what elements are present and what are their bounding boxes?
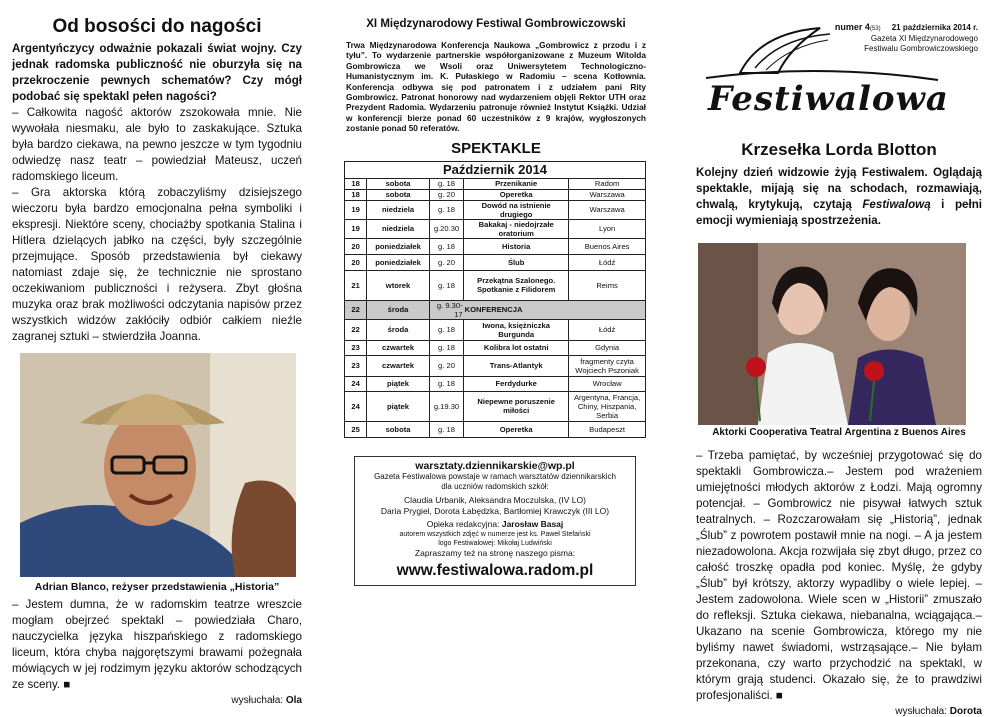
schedule-day: 20 xyxy=(345,238,367,254)
byline-label: wysłuchała: xyxy=(231,695,284,706)
paper-name: Gazeta XI Międzynarodowego xyxy=(870,34,978,43)
schedule-row xyxy=(345,200,646,219)
schedule-title: Trans-Atlantyk xyxy=(464,355,569,376)
byline-label: wysłuchała: xyxy=(895,706,947,717)
schedule-time: g. 20 xyxy=(429,254,463,270)
schedule-time: g. 18 xyxy=(429,421,463,437)
credits-students: Claudia Urbanik, Aleksandra Moczulska, (IV LO) xyxy=(404,494,586,505)
article-body: – Trzeba pamiętać, by wcześniej przygotować się do spektakli Gombrowicza.– Jestem pod wrażeniem umiejętności młodych aktorów z Łodzi. Mają ogromny potencjał. – Gombrowicz nie pisywał łatwych sztuk teatralnych. – Rozczarowałam się „Historią”, jednak „Ślub” z powrotem postawił mnie na nogi. – A ja jestem niezadowolona. Akcja rozwijała się zbyt długo, przez co całość troszkę opadła pod koniec. Myślę, że gdyby „Ślub” był krótszy, aktorzy wypadliby o wiele lepiej. – Jestem zadowolona. Wiele scen w „Historii” zmuszało do refleksji. Sztuka ciekawa, niebanalna, wciągająca.– Ukazano na scenie Gombrowicza, którego my nie byliśmy nawet świadomi, wstrząsające.– Nie byłam przekonana, czy warto przychodzić na spektakl, w którym grają studenci. Okazało się, że to prawdziwi profesjonaliści. ■ xyxy=(696,449,982,702)
schedule-row xyxy=(345,254,646,270)
issue-number: numer 4 xyxy=(834,22,870,32)
schedule-row xyxy=(345,340,646,355)
schedule-origin: fragmenty czyta Wojciech Pszoniak xyxy=(569,355,646,376)
article-paragraph: – Jestem dumna, że w radomskim teatrze wreszcie mogłam obejrzeć spektakl – powiedziała Charo, nauczycielka języka hiszpańskiego z radomskiego liceum, która chyba najgorętszymi brawami pożegnała mówiących w jej rodzimym języku aktorów schodzących ze sceny. ■ xyxy=(12,598,302,691)
schedule-weekday: poniedziałek xyxy=(367,238,430,254)
schedule-title: Niepewne poruszenie miłości xyxy=(464,391,569,421)
schedule-day: 25 xyxy=(345,421,367,437)
schedule-row xyxy=(345,300,646,319)
schedule-time: g. 18 xyxy=(429,178,463,189)
actresses-photo xyxy=(698,243,966,425)
credits-line: Gazeta Festiwalowa powstaje w ramach warsztatów dziennikarskich xyxy=(374,471,616,481)
article-lead: Argentyńczycy odważnie pokazali świat wojny. Czy jednak radomska publiczność nie oburzyła się na przekroczenie pewnych schematów? Czy mógł podobać się spektakl pełen nagości? xyxy=(12,42,302,103)
schedule-title: Ślub xyxy=(464,254,569,270)
schedule-time: g.20.30 xyxy=(429,219,463,238)
schedule-day: 23 xyxy=(345,355,367,376)
schedule-title: Bakakaj - niedojrzałe oratorium xyxy=(464,219,569,238)
byline xyxy=(12,695,302,706)
schedule-day: 18 xyxy=(345,189,367,200)
schedule-weekday: sobota xyxy=(367,189,430,200)
schedule-row xyxy=(345,219,646,238)
schedule-title: Operetka xyxy=(464,189,569,200)
photo-caption: Adrian Blanco, reżyser przedstawienia „Historia” xyxy=(34,581,280,593)
schedule-weekday: środa xyxy=(367,319,430,340)
schedule-weekday: sobota xyxy=(367,421,430,437)
logo-wordmark: Festiwalowa xyxy=(708,79,949,119)
schedule-origin: Lyon xyxy=(569,219,646,238)
actresses-photo-art xyxy=(698,243,966,425)
schedule-time: g. 18 xyxy=(429,200,463,219)
schedule-month: Październik 2014 xyxy=(345,161,646,178)
schedule-row xyxy=(345,238,646,254)
credits-editor xyxy=(359,519,631,530)
photo-caption: Aktorki Cooperativa Teatral Argentina z Buenos Aires xyxy=(712,427,966,438)
schedule-weekday: poniedziałek xyxy=(367,254,430,270)
schedule-column xyxy=(340,0,652,702)
schedule-row xyxy=(345,391,646,421)
schedule-weekday: czwartek xyxy=(367,340,430,355)
schedule-origin: Radom xyxy=(569,178,646,189)
schedule-origin: Budapeszt xyxy=(569,421,646,437)
article-title: Krzesełka Lorda Blotton xyxy=(741,140,937,159)
schedule-time: g. 18 xyxy=(429,270,463,300)
byline xyxy=(696,706,982,717)
schedule-time: g. 18 xyxy=(429,238,463,254)
schedule-day: 23 xyxy=(345,340,367,355)
schedule-title: Przekątna Szalonego. Spotkanie z Filidorem xyxy=(464,270,569,300)
schedule-weekday: środa xyxy=(367,300,430,319)
schedule-title: Iwona, księżniczka Burgunda xyxy=(464,319,569,340)
schedule-day: 22 xyxy=(345,319,367,340)
schedule-weekday: piątek xyxy=(367,391,430,421)
schedule-title: Przenikanie xyxy=(464,178,569,189)
schedule-day: 24 xyxy=(345,391,367,421)
schedule-row xyxy=(345,178,646,189)
issue-date: 21 października 2014 r. xyxy=(891,23,978,32)
schedule-time: g. 18 xyxy=(429,340,463,355)
article-paragraph: – Całkowita nagość aktorów zszokowała mnie. Nie wywołała niesmaku, ale było to zaskakujące. Sztuka była bardzo ciekawa, na pewno jeszcze w tym tygodniu odwiedzę nasz teatr – powiedział Mateusz, uczeń radomskiego liceum. xyxy=(12,106,302,183)
schedule-table xyxy=(344,161,646,438)
credits-invite: Zapraszamy też na stronę naszego pisma: xyxy=(414,547,576,558)
schedule-day: 18 xyxy=(345,178,367,189)
credits-box xyxy=(354,456,636,586)
schedule-title: Historia xyxy=(464,238,569,254)
schedule-time: g. 9.30-17 xyxy=(429,300,463,319)
byline-author: Ola xyxy=(285,695,302,706)
masthead xyxy=(696,0,982,120)
schedule-weekday: niedziela xyxy=(367,200,430,219)
paper-name: Festiwalu Gombrowiczowskiego xyxy=(864,44,978,53)
schedule-time: g. 18 xyxy=(429,319,463,340)
schedule-origin: Gdynia xyxy=(569,340,646,355)
issue-info xyxy=(835,22,978,54)
schedule-day: 19 xyxy=(345,219,367,238)
schedule-day: 19 xyxy=(345,200,367,219)
festival-title: XI Międzynarodowy Festiwal Gombrowiczowski xyxy=(366,18,626,30)
issue-sub: (53) xyxy=(869,26,881,32)
schedule-day: 24 xyxy=(345,376,367,391)
conference-info: Trwa Międzynarodowa Konferencja Naukowa „Gombrowicz z przodu i z tyłu”. To wydarzenie partnerskie współorganizowane z Muzeum Witolda Gombrowicza we Wsoli oraz Uniwersytetem Technologiczno-Humanistycznym im. K. Pułaskiego w Radomiu – scena Kotłownia. Konferencja odbywa się pod patronatem i z udziałem pani Rity Gombrowicz. Patronat honorowy nad wydarzeniem objęli Rektor UTH oraz Prezydent Radomia. Wydarzeniu patronuje również Instytut Książki. Udział w konferencji bierze ponad 60 uczestników z 9 krajów, wygłoszonych zostanie ponad 50 referatów. xyxy=(346,40,646,134)
article-left xyxy=(12,0,302,706)
article-right xyxy=(696,0,983,717)
schedule-title: Ferdydurke xyxy=(464,376,569,391)
schedule-weekday: czwartek xyxy=(367,355,430,376)
schedule-row xyxy=(345,270,646,300)
schedule-title: Dowód na istnienie drugiego xyxy=(464,200,569,219)
article-paragraph: – Gra aktorska którą zobaczyliśmy dzisiejszego wieczoru była bardzo emocjonalna pełna symboliki i ekspresji. Niektóre sceny, chociażby spotkania Stalina i Hitlera dzielących jabłko na części, były szczególnie przejmujące. Sposób przedstawienia był ciekawy natomiast zdaje się, że technicznie nie sprostano oczekiwaniom publiczności i reżysera. Zbyt głośna muzyka oraz brak możliwości odczytania napisów przez wszystkich widzów zakłóciły odbiór całkiem nieźle zagranej sztuki – stwierdziła Joanna. xyxy=(12,186,302,343)
schedule-origin: Reims xyxy=(569,270,646,300)
schedule-weekday: sobota xyxy=(367,178,430,189)
article-lead: Kolejny dzień widzowie żyją Festiwalem. Oglądają spektakle, mijają się na schodach, rozmawiają, chwalą, krytykują, czytają Festiwalową i pełni emocji wymieniają spostrzeżenia. xyxy=(696,166,983,227)
schedule-time: g. 18 xyxy=(429,376,463,391)
credits-editor-name: Jarosław Basaj xyxy=(501,518,564,529)
schedule-row xyxy=(345,376,646,391)
schedule-origin: Wrocław xyxy=(569,376,646,391)
schedule-row xyxy=(345,355,646,376)
schedule-time: g. 20 xyxy=(429,189,463,200)
director-photo xyxy=(20,353,296,577)
schedule-weekday: piątek xyxy=(367,376,430,391)
schedule-origin: Buenos Aires xyxy=(569,238,646,254)
schedule-weekday: niedziela xyxy=(367,219,430,238)
schedule-title: KONFERENCJA xyxy=(464,300,646,319)
spektakle-heading: SPEKTAKLE xyxy=(451,139,541,157)
schedule-row xyxy=(345,421,646,437)
schedule-origin: Łódź xyxy=(569,254,646,270)
schedule-row xyxy=(345,189,646,200)
credits-photos: autorem wszystkich zdjęć w numerze jest ks. Paweł Stefański xyxy=(399,530,591,538)
schedule-time: g.19.30 xyxy=(429,391,463,421)
credits-logo: logo Festiwalowej: Mikołaj Ludwiński xyxy=(438,539,552,547)
credits-students: Daria Prygiel, Dorota Łabędzka, Bartłomiej Krawczyk (III LO) xyxy=(380,505,610,516)
schedule-time: g. 20 xyxy=(429,355,463,376)
website-link[interactable]: www.festiwalowa.radom.pl xyxy=(396,561,594,579)
byline-author: Dorota xyxy=(949,706,982,717)
schedule-day: 22 xyxy=(345,300,367,319)
schedule-day: 20 xyxy=(345,254,367,270)
schedule-title: Operetka xyxy=(464,421,569,437)
schedule-title: Kolibra lot ostatni xyxy=(464,340,569,355)
credits-editor-label: Opieka redakcyjna: xyxy=(426,518,500,529)
schedule-weekday: wtorek xyxy=(367,270,430,300)
credits-line: dla uczniów radomskich szkół: xyxy=(441,481,549,491)
contact-email[interactable]: warsztaty.dziennikarskie@wp.pl xyxy=(415,459,575,472)
schedule-origin: Argentyna, Francja, Chiny, Hiszpania, Serbia xyxy=(569,391,646,421)
schedule-row xyxy=(345,319,646,340)
article-title: Od bosości do nagości xyxy=(52,16,262,37)
schedule-origin: Warszawa xyxy=(569,200,646,219)
schedule-origin: Warszawa xyxy=(569,189,646,200)
schedule-origin: Łódź xyxy=(569,319,646,340)
schedule-day: 21 xyxy=(345,270,367,300)
director-photo-art xyxy=(20,353,296,577)
